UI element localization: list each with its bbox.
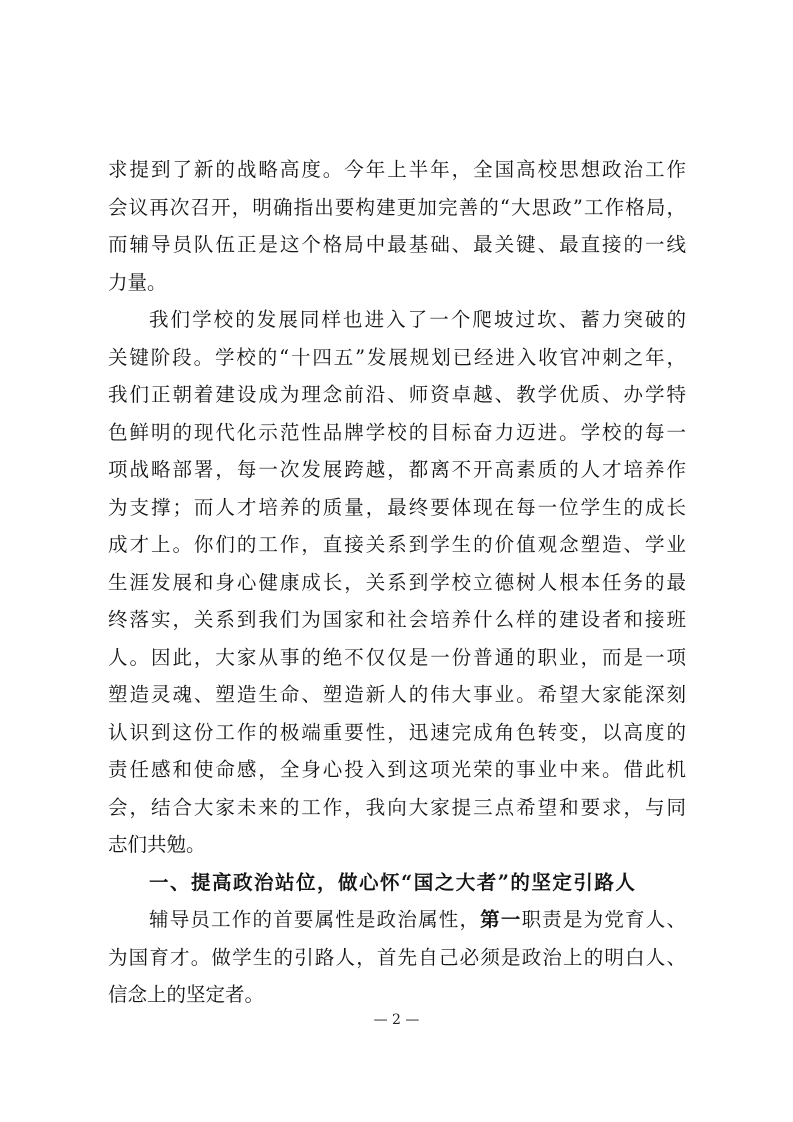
line-text: 辅导员工作的首要属性是政治属性， [149,908,481,931]
body-line: 生涯发展和身心健康成长，关系到学校立德树人根本任务的最 [108,570,686,594]
body-line: 终落实，关系到我们为国家和社会培养什么样的建设者和接班 [108,608,686,631]
paragraph-continued [108,151,686,301]
body-line: 求提到了新的战略高度。今年上半年，全国高校思想政治工作 [108,158,686,181]
body-line: 而辅导员队伍正是这个格局中最基础、最关键、最直接的一线 [108,233,686,256]
body-line: 志们共勉。 [108,833,206,856]
line-text: 职责是为党育人、 [521,908,686,931]
body-line: 我们学校的发展同样也进入了一个爬坡过坎、蓄力突破的 [149,308,686,331]
body-line: 塑造灵魂、塑造生命、塑造新人的伟大事业。希望大家能深刻 [108,683,686,706]
body-line: 为国育才。做学生的引路人，首先自己必须是政治上的明白人、 [108,945,686,969]
body-line: 项战略部署，每一次发展跨越，都离不开高素质的人才培养作 [108,458,686,481]
body-line: 为支撑；而人才培养的质量，最终要体现在每一位学生的成长 [108,495,686,519]
body-line: 人。因此，大家从事的绝不仅仅是一份普通的职业，而是一项 [108,645,686,669]
bold-text: 第一 [480,908,522,931]
body-line: 认识到这份工作的极端重要性，迅速完成角色转变，以高度的 [108,720,686,744]
body-line: 成才上。你们的工作，直接关系到学生的价值观念塑造、学业 [108,533,686,556]
paragraph-counselor [108,901,686,1014]
body-line: 色鲜明的现代化示范性品牌学校的目标奋力迈进。学校的每一 [108,420,686,444]
body-line: 责任感和使命感，全身心投入到这项光荣的事业中来。借此机 [108,758,686,781]
body-line: 会议再次召开，明确指出要构建更加完善的“大思政”工作格局， [108,195,686,219]
paragraph-school-development [108,301,686,864]
body-line: 信念上的坚定者。 [108,983,265,1006]
body-line: 关键阶段。学校的“十四五”发展规划已经进入收官冲刺之年， [108,345,686,369]
body-line: 力量。 [108,270,167,294]
body-line: 我们正朝着建设成为理念前沿、师资卓越、教学优质、办学特 [108,383,686,406]
page-number: — 2 — [373,1012,420,1028]
body-line: 会，结合大家未来的工作，我向大家提三点希望和要求，与同 [108,795,686,819]
document-body [108,151,686,1014]
body-line [108,901,686,939]
section-heading: 一、提高政治站位，做心怀“国之大者”的坚定引路人 [149,870,637,894]
